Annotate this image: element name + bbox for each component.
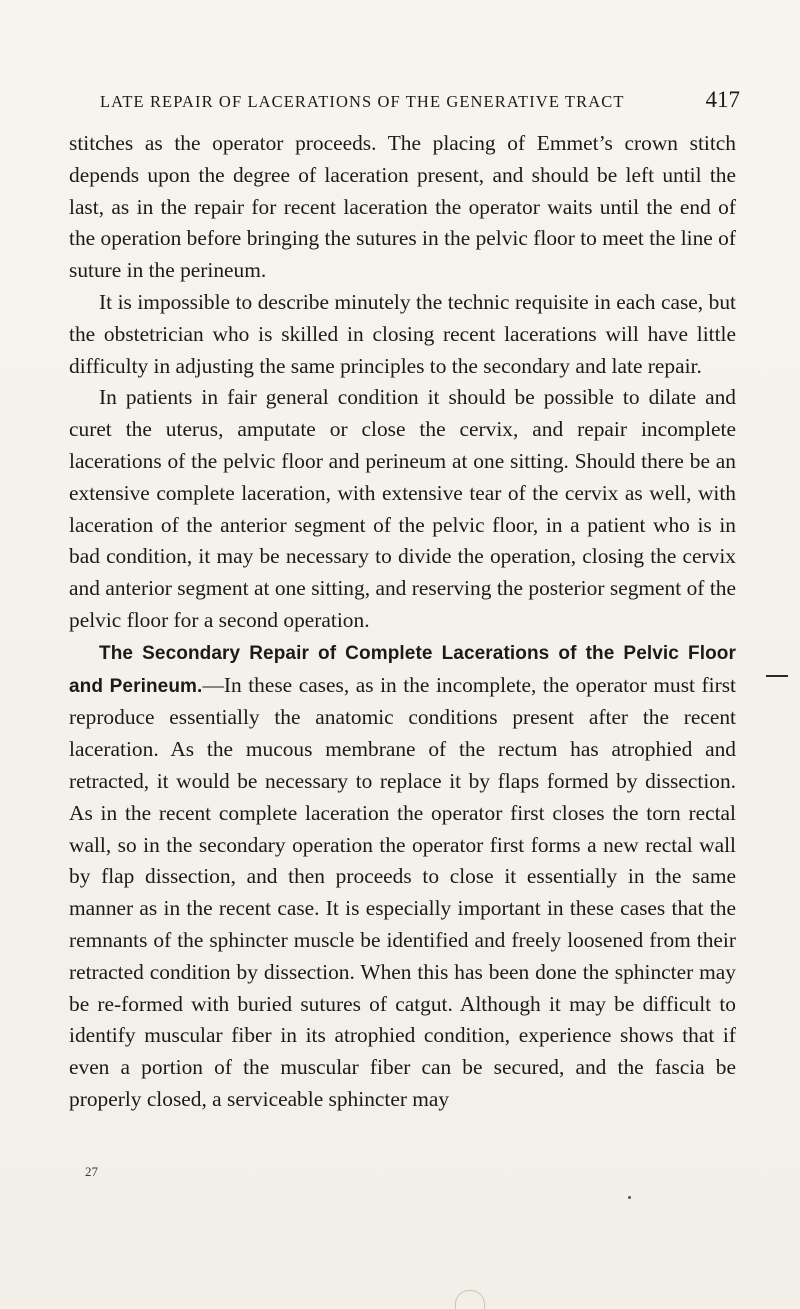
running-title: LATE REPAIR OF LACERATIONS OF THE GENERATIVE TRACT	[100, 92, 625, 111]
paragraph-secondary-repair	[69, 637, 736, 1116]
paragraph-continuation: stitches as the operator proceeds. The placing of Emmet’s crown stitch depends upon the degree of laceration present, and should be left until the last, as in the repair for recent laceration the operator waits until the end of the operation before bringing the sutures in the pelvic floor to meet the line of suture in the perineum.	[69, 131, 736, 283]
paragraph-patients: In patients in fair general condition it should be possible to dilate and curet the uterus, amputate or close the cervix, and repair incomplete lacerations of the pelvic floor and perineum at one sitting. Should there be an extensive complete laceration, with extensive tear of the cervix as well, with laceration of the anterior segment of the pelvic floor, in a patient who is in bad condition, it may be necessary to divide the operation, closing the cervix and anterior segment at one sitting, and reserving the posterior segment of the pelvic floor for a second operation.	[69, 385, 736, 632]
margin-mark	[766, 675, 788, 677]
paragraph-technic: It is impossible to describe minutely the technic requisite in each case, but the obstetrician who is skilled in closing recent lacerations will have little difficulty in adjusting the same principles to the secondary and late repair.	[69, 289, 736, 378]
ink-dot	[628, 1196, 631, 1199]
section-heading: The Secondary Repair of Complete Lacerations of the Pelvic Floor and Perineum.	[69, 642, 736, 697]
page-edge-mark	[455, 1290, 485, 1309]
body-text	[69, 128, 736, 1116]
section-text: —In these cases, as in the incomplete, the operator must first reproduce essentially the anatomic conditions present after the recent laceration. As the mucous membrane of the rectum has atrophied and retracted, it would be necessary to replace it by flaps formed by dissection. As in the recent complete laceration the operator first closes the torn rectal wall, so in the secondary operation the operator first forms a new rectal wall by flap dissection, and then proceeds to close it essentially in the same manner as in the recent case. It is especially important in these cases that the remnants of the sphincter muscle be identified and freely loosened from their retracted condition by dissection. When this has been done the sphincter may be re-formed with buried sutures of catgut. Although it may be difficult to identify muscular fiber in its atrophied condition, experience shows that if even a portion of the muscular fiber can be secured, and the fascia be properly closed, a serviceable sphincter may	[69, 672, 736, 1111]
page-number: 417	[705, 87, 740, 112]
running-head	[100, 88, 740, 112]
signature-mark: 27	[85, 1164, 98, 1179]
